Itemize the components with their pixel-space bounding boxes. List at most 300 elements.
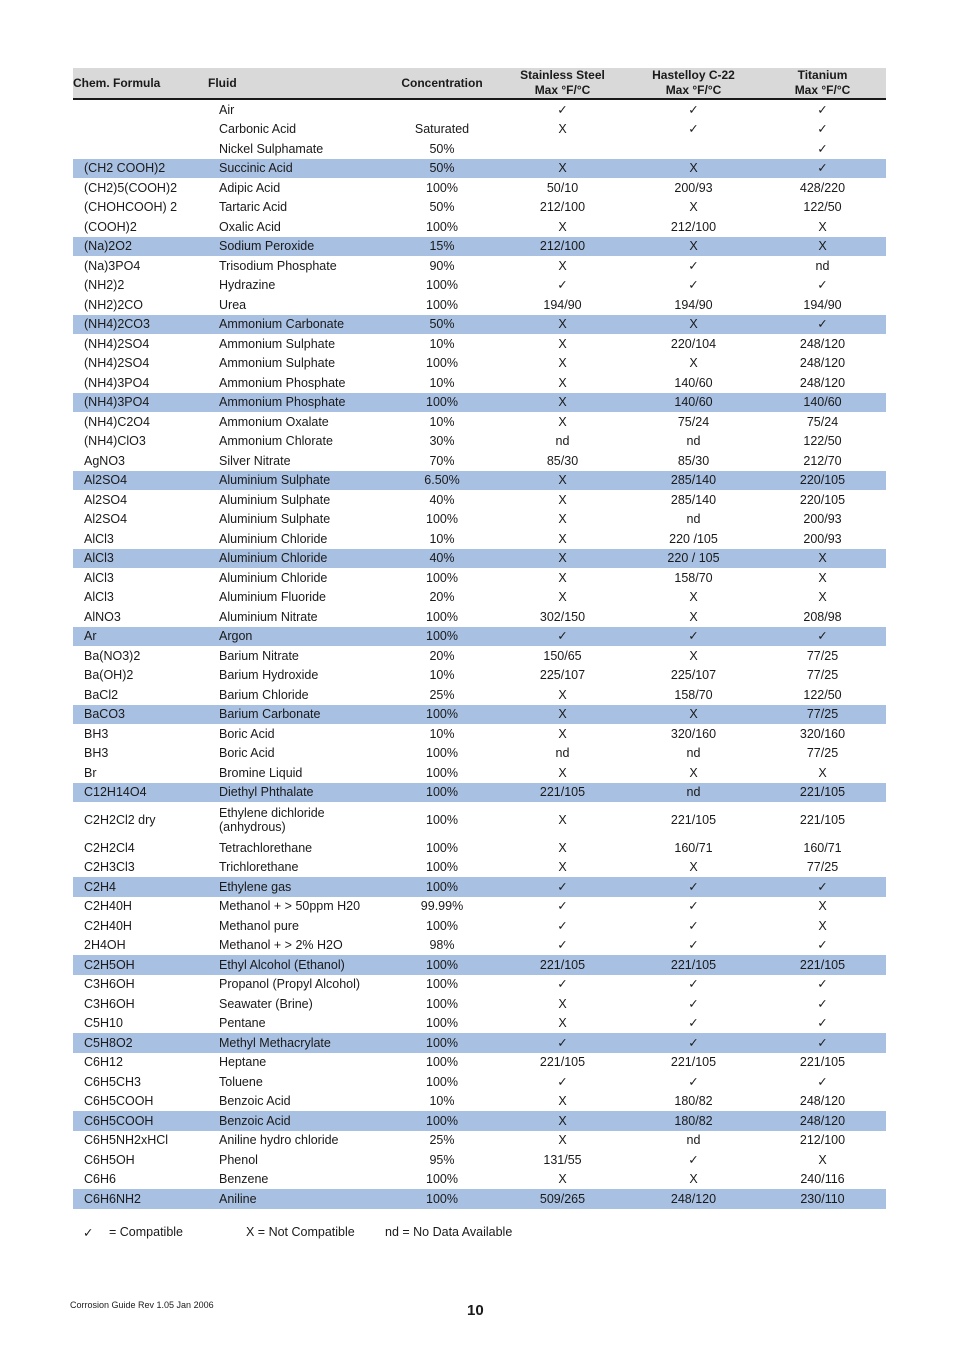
table-row [73, 1189, 886, 1209]
hastelloy-cell: 285/140 [628, 471, 759, 491]
table-row [73, 237, 886, 257]
stainless-steel-cell: X [497, 549, 628, 569]
titanium-cell: ✓ [759, 159, 886, 179]
table-row [73, 412, 886, 432]
titanium-cell: ✓ [817, 102, 828, 117]
chem-formula-cell: C6H5OH [84, 1152, 135, 1167]
stainless-steel-cell: X [497, 1111, 628, 1131]
table-row [73, 393, 886, 413]
chem-formula-cell: C5H10 [84, 1016, 123, 1031]
stainless-steel-cell: X [558, 492, 567, 507]
hastelloy-cell: ✓ [688, 1016, 699, 1031]
fluid-cell: Methanol pure [219, 918, 299, 933]
concentration-cell: 70% [429, 453, 455, 468]
titanium-cell: ✓ [759, 1033, 886, 1053]
titanium-cell: 194/90 [803, 297, 842, 312]
legend-no-data: nd = No Data Available [385, 1225, 513, 1239]
titanium-cell: ✓ [817, 1074, 828, 1089]
chem-formula-cell: AlCl3 [73, 549, 197, 569]
stainless-steel-cell: X [558, 336, 567, 351]
concentration-cell: 40% [387, 549, 497, 569]
hastelloy-cell: nd [686, 512, 701, 527]
header-chem-formula: Chem. Formula [73, 68, 197, 99]
stainless-steel-cell: 221/105 [539, 1055, 586, 1070]
concentration-cell: 100% [426, 219, 458, 234]
concentration-cell: 10% [429, 1094, 455, 1109]
titanium-cell: 230/110 [759, 1189, 886, 1209]
hastelloy-cell: ✓ [688, 977, 699, 992]
table-row [73, 936, 886, 956]
hastelloy-cell: 200/93 [674, 180, 713, 195]
concentration-cell: 20% [429, 590, 455, 605]
titanium-cell: X [818, 918, 827, 933]
stainless-steel-cell: X [558, 765, 567, 780]
titanium-cell: X [818, 590, 827, 605]
stainless-steel-cell: X [558, 1094, 567, 1109]
table-row [73, 1131, 886, 1151]
table-body [73, 99, 886, 1209]
concentration-cell: 10% [429, 668, 455, 683]
titanium-cell: 208/98 [803, 609, 842, 624]
table-row [73, 646, 886, 666]
fluid-cell: Succinic Acid [197, 159, 387, 179]
legend-not-compatible: X = Not Compatible [246, 1225, 355, 1239]
concentration-cell: 95% [429, 1152, 455, 1167]
titanium-cell: 122/50 [803, 434, 842, 449]
table-row [73, 724, 886, 744]
table-row [73, 373, 886, 393]
concentration-cell: 6.50% [387, 471, 497, 491]
hastelloy-cell: 320/160 [670, 726, 717, 741]
header-fluid: Fluid [197, 68, 387, 99]
hastelloy-cell: ✓ [628, 877, 759, 897]
stainless-steel-cell: X [558, 1133, 567, 1148]
chem-formula-cell [73, 139, 197, 159]
hastelloy-cell: nd [686, 434, 701, 449]
table-row [73, 1072, 886, 1092]
hastelloy-cell: X [689, 765, 698, 780]
hastelloy-cell: 158/70 [674, 570, 713, 585]
chem-formula-cell [73, 99, 197, 120]
chem-formula-cell: (COOH)2 [84, 219, 137, 234]
concentration-cell: 100% [387, 1111, 497, 1131]
table-row [73, 471, 886, 491]
stainless-steel-cell: X [558, 1172, 567, 1187]
chem-formula-cell: C2H5OH [73, 955, 197, 975]
fluid-cell: Aluminium Fluoride [219, 590, 326, 605]
stainless-steel-cell: X [497, 393, 628, 413]
titanium-cell: 200/93 [803, 512, 842, 527]
titanium-cell: 122/50 [803, 200, 842, 215]
titanium-cell: 248/120 [799, 375, 846, 390]
chem-formula-cell: (NH4)2CO3 [73, 315, 197, 335]
fluid-cell: Adipic Acid [219, 180, 281, 195]
table-header-row [73, 68, 886, 99]
table-row [73, 354, 886, 374]
chem-formula-cell: C6H6NH2 [73, 1189, 197, 1209]
titanium-cell: 320/160 [799, 726, 846, 741]
chem-formula-cell: C6H6 [84, 1172, 116, 1187]
concentration-cell: 30% [429, 434, 455, 449]
table-row [73, 1170, 886, 1190]
hastelloy-cell: ✓ [688, 1152, 699, 1167]
fluid-cell: Ammonium Phosphate [197, 393, 387, 413]
chem-formula-cell: C2H40H [84, 899, 132, 914]
fluid-cell: Aluminium Sulphate [197, 471, 387, 491]
concentration-cell: 100% [387, 1189, 497, 1209]
hastelloy-cell: 140/60 [674, 375, 713, 390]
table-row [73, 627, 886, 647]
chem-formula-cell: C2H2Cl2 dry [84, 813, 156, 827]
stainless-steel-cell: X [558, 726, 567, 741]
concentration-cell: 100% [426, 570, 458, 585]
table-row [73, 139, 886, 159]
titanium-cell: 77/25 [806, 860, 839, 875]
table-row [73, 276, 886, 296]
chem-formula-cell: 2H4OH [84, 938, 126, 953]
concentration-cell: 100% [426, 746, 458, 761]
legend-compatible: = Compatible [109, 1225, 183, 1239]
table-row [73, 178, 886, 198]
stainless-steel-cell: 221/105 [497, 783, 628, 803]
concentration-cell: 100% [426, 977, 458, 992]
hastelloy-cell: X [689, 200, 698, 215]
chem-formula-cell: C2H2Cl4 [84, 840, 135, 855]
fluid-cell: Carbonic Acid [219, 122, 297, 137]
fluid-cell: Phenol [219, 1152, 258, 1167]
fluid-cell: Seawater (Brine) [219, 996, 313, 1011]
concentration-cell: 100% [387, 783, 497, 803]
stainless-steel-cell: 302/150 [539, 609, 586, 624]
titanium-cell: 221/105 [759, 783, 886, 803]
hastelloy-cell: 140/60 [628, 393, 759, 413]
hastelloy-cell: 158/70 [674, 687, 713, 702]
concentration-cell: 10% [429, 375, 455, 390]
chem-formula-cell: (Na)3PO4 [84, 258, 141, 273]
fluid-cell: Heptane [219, 1055, 267, 1070]
stainless-steel-cell: ✓ [557, 102, 568, 117]
titanium-cell: X [759, 237, 886, 257]
table-row [73, 685, 886, 705]
hastelloy-cell: X [689, 648, 698, 663]
check-icon: ✓ [83, 1226, 94, 1240]
table-row [73, 99, 886, 120]
concentration-cell: 100% [426, 609, 458, 624]
stainless-steel-cell: 85/30 [546, 453, 579, 468]
stainless-steel-cell: X [558, 860, 567, 875]
fluid-cell: Ethylene gas [197, 877, 387, 897]
fluid-cell: Ammonium Carbonate [197, 315, 387, 335]
titanium-cell: 220/105 [799, 492, 846, 507]
concentration-cell: 50% [387, 159, 497, 179]
concentration-cell: 10% [429, 336, 455, 351]
titanium-cell: 248/120 [799, 1094, 846, 1109]
fluid-cell: Ethylene dichloride (anhydrous) [219, 806, 325, 834]
stainless-steel-cell: ✓ [557, 977, 568, 992]
stainless-steel-cell: 131/55 [543, 1152, 582, 1167]
titanium-cell: ✓ [817, 938, 828, 953]
titanium-cell: ✓ [817, 1016, 828, 1031]
stainless-steel-cell: X [558, 687, 567, 702]
hastelloy-cell: 212/100 [670, 219, 717, 234]
fluid-cell: Ammonium Phosphate [219, 375, 346, 390]
chem-formula-cell: C6H5COOH [84, 1094, 154, 1109]
stainless-steel-cell: 194/90 [543, 297, 582, 312]
corrosion-table-container [73, 68, 886, 1209]
concentration-cell: 25% [429, 687, 455, 702]
header-stainless-steel-unit: Max °F/°C [534, 83, 591, 97]
stainless-steel-cell: 212/100 [539, 200, 586, 215]
table-row [73, 549, 886, 569]
stainless-steel-cell: X [558, 122, 567, 137]
hastelloy-cell: ✓ [628, 1033, 759, 1053]
concentration-cell: 100% [426, 512, 458, 527]
chem-formula-cell: (CH2)5(COOH)2 [84, 180, 178, 195]
chem-formula-cell: (CHOHCOOH) 2 [84, 200, 178, 215]
fluid-cell: Ethyl Alcohol (Ethanol) [197, 955, 387, 975]
header-hastelloy [628, 68, 759, 99]
titanium-cell: 248/120 [799, 336, 846, 351]
fluid-cell: Barium Chloride [219, 687, 309, 702]
hastelloy-cell: 221/105 [670, 813, 717, 827]
fluid-cell: Benzoic Acid [197, 1111, 387, 1131]
concentration-cell: 100% [426, 1172, 458, 1187]
header-titanium-name: Titanium [797, 68, 848, 82]
hastelloy-cell: X [689, 356, 698, 371]
chem-formula-cell: BaCO3 [73, 705, 197, 725]
stainless-steel-cell: ✓ [557, 278, 568, 293]
stainless-steel-cell: X [497, 159, 628, 179]
titanium-cell: X [818, 570, 827, 585]
chem-formula-cell: Br [84, 765, 97, 780]
stainless-steel-cell: ✓ [557, 899, 568, 914]
fluid-cell: Methanol + > 50ppm H20 [219, 899, 361, 914]
corrosion-table [73, 68, 886, 1209]
stainless-steel-cell: ✓ [497, 877, 628, 897]
titanium-cell: 248/120 [759, 1111, 886, 1131]
fluid-cell: Hydrazine [219, 278, 276, 293]
fluid-cell: Boric Acid [219, 746, 275, 761]
hastelloy-cell: 248/120 [628, 1189, 759, 1209]
hastelloy-cell [628, 139, 759, 159]
fluid-cell: Aluminium Chloride [219, 570, 328, 585]
stainless-steel-cell: X [497, 705, 628, 725]
fluid-cell: Aniline [197, 1189, 387, 1209]
chem-formula-cell: AlNO3 [84, 609, 121, 624]
chem-formula-cell: (NH4)ClO3 [84, 434, 146, 449]
titanium-cell: 248/120 [799, 356, 846, 371]
concentration-cell: 10% [429, 726, 455, 741]
table-row [73, 607, 886, 627]
concentration-cell: 100% [426, 1055, 458, 1070]
titanium-cell: 77/25 [806, 668, 839, 683]
fluid-cell: Tetrachlorethane [219, 840, 313, 855]
concentration-cell: 100% [426, 765, 458, 780]
hastelloy-cell: ✓ [688, 122, 699, 137]
hastelloy-cell: 220 /105 [669, 531, 718, 546]
stainless-steel-cell: 50/10 [546, 180, 579, 195]
fluid-cell: Barium Nitrate [219, 648, 299, 663]
table-row [73, 802, 886, 838]
concentration-cell: 100% [426, 1074, 458, 1089]
table-row [73, 744, 886, 764]
stainless-steel-cell: 221/105 [497, 955, 628, 975]
concentration-cell: 100% [387, 877, 497, 897]
fluid-cell: Argon [197, 627, 387, 647]
hastelloy-cell: ✓ [688, 918, 699, 933]
titanium-cell: 221/105 [799, 813, 846, 827]
titanium-cell: ✓ [759, 877, 886, 897]
fluid-cell: Toluene [219, 1074, 263, 1089]
fluid-cell: Bromine Liquid [219, 765, 303, 780]
fluid-cell: Aniline hydro chloride [219, 1133, 339, 1148]
chem-formula-cell: (NH4)3PO4 [84, 375, 150, 390]
hastelloy-cell: X [689, 590, 698, 605]
fluid-cell: Barium Carbonate [197, 705, 387, 725]
titanium-cell: 221/105 [799, 1055, 846, 1070]
chem-formula-cell: C5H8O2 [73, 1033, 197, 1053]
table-row [73, 897, 886, 917]
hastelloy-cell: ✓ [688, 278, 699, 293]
fluid-cell: Methanol + > 2% H2O [219, 938, 343, 953]
concentration-cell: 15% [387, 237, 497, 257]
fluid-cell: Silver Nitrate [219, 453, 291, 468]
hastelloy-cell: nd [628, 783, 759, 803]
titanium-cell: X [818, 765, 827, 780]
hastelloy-cell: X [628, 315, 759, 335]
stainless-steel-cell: nd [555, 746, 570, 761]
hastelloy-cell: ✓ [628, 627, 759, 647]
titanium-cell: ✓ [817, 977, 828, 992]
titanium-cell: 200/93 [803, 531, 842, 546]
chem-formula-cell: (NH2)2CO [84, 297, 144, 312]
fluid-cell: Propanol (Propyl Alcohol) [219, 977, 361, 992]
hastelloy-cell: 85/30 [677, 453, 710, 468]
fluid-cell: Sodium Peroxide [197, 237, 387, 257]
fluid-cell: Ammonium Sulphate [219, 356, 336, 371]
hastelloy-cell: 194/90 [674, 297, 713, 312]
concentration-cell: Saturated [414, 122, 470, 137]
concentration-cell: 90% [429, 258, 455, 273]
chem-formula-cell: C2H3Cl3 [84, 860, 135, 875]
concentration-cell: 50% [429, 200, 455, 215]
stainless-steel-cell: X [558, 258, 567, 273]
concentration-cell: 10% [429, 531, 455, 546]
concentration-cell: 40% [429, 492, 455, 507]
table-row [73, 1033, 886, 1053]
stainless-steel-cell: nd [555, 434, 570, 449]
titanium-cell: 140/60 [759, 393, 886, 413]
titanium-cell: ✓ [759, 315, 886, 335]
concentration-cell: 100% [426, 356, 458, 371]
hastelloy-cell: ✓ [688, 899, 699, 914]
stainless-steel-cell: 225/107 [539, 668, 586, 683]
fluid-cell: Pentane [219, 1016, 266, 1031]
chem-formula-cell: C6H5CH3 [84, 1074, 141, 1089]
titanium-cell: 160/71 [803, 840, 842, 855]
table-row [73, 198, 886, 218]
titanium-cell: 122/50 [803, 687, 842, 702]
concentration-cell: 100% [426, 813, 458, 827]
header-stainless-steel-name: Stainless Steel [520, 68, 605, 82]
titanium-cell: ✓ [817, 141, 828, 156]
titanium-cell: X [818, 1152, 827, 1167]
hastelloy-cell: nd [686, 1133, 701, 1148]
fluid-cell: Aluminium Sulphate [219, 512, 331, 527]
chem-formula-cell: C2H40H [84, 918, 132, 933]
fluid-cell: Ammonium Oxalate [219, 414, 329, 429]
table-row [73, 838, 886, 858]
stainless-steel-cell: X [558, 996, 567, 1011]
table-row [73, 994, 886, 1014]
concentration-cell: 20% [429, 648, 455, 663]
fluid-cell: Boric Acid [219, 726, 275, 741]
hastelloy-cell: 220 / 105 [628, 549, 759, 569]
hastelloy-cell: nd [686, 746, 701, 761]
titanium-cell: ✓ [817, 122, 828, 137]
hastelloy-cell: X [628, 705, 759, 725]
hastelloy-cell: X [628, 159, 759, 179]
concentration-cell: 100% [387, 955, 497, 975]
hastelloy-cell: 285/140 [670, 492, 717, 507]
chem-formula-cell: C6H5COOH [73, 1111, 197, 1131]
chem-formula-cell: C2H4 [73, 877, 197, 897]
hastelloy-cell: ✓ [688, 1074, 699, 1089]
hastelloy-cell: ✓ [688, 258, 699, 273]
fluid-cell: Oxalic Acid [219, 219, 281, 234]
stainless-steel-cell: X [558, 356, 567, 371]
chem-formula-cell: (CH2 COOH)2 [73, 159, 197, 179]
table-row [73, 217, 886, 237]
titanium-cell: 212/100 [799, 1133, 846, 1148]
table-row [73, 975, 886, 995]
fluid-cell: Ammonium Chlorate [219, 434, 333, 449]
stainless-steel-cell: X [558, 219, 567, 234]
chem-formula-cell: C12H14O4 [73, 783, 197, 803]
chem-formula-cell [73, 120, 197, 140]
table-row [73, 529, 886, 549]
fluid-cell: Aluminium Chloride [219, 531, 328, 546]
concentration-cell: 100% [387, 1033, 497, 1053]
chem-formula-cell: BaCl2 [84, 687, 119, 702]
table-row [73, 955, 886, 975]
table-row [73, 451, 886, 471]
fluid-cell: Ammonium Sulphate [219, 336, 336, 351]
hastelloy-cell: 160/71 [674, 840, 713, 855]
stainless-steel-cell: X [497, 315, 628, 335]
header-titanium-unit: Max °F/°C [794, 83, 851, 97]
fluid-cell: Nickel Sulphamate [219, 141, 324, 156]
hastelloy-cell: X [689, 1172, 698, 1187]
stainless-steel-cell: X [558, 570, 567, 585]
chem-formula-cell: C3H6OH [84, 996, 135, 1011]
chem-formula-cell: C6H5NH2xHCl [84, 1133, 169, 1148]
chem-formula-cell: AlCl3 [84, 590, 114, 605]
table-row [73, 763, 886, 783]
hastelloy-cell: 221/105 [628, 955, 759, 975]
hastelloy-cell: 180/82 [628, 1111, 759, 1131]
titanium-cell: 75/24 [806, 414, 839, 429]
hastelloy-cell: ✓ [688, 938, 699, 953]
fluid-cell: Air [219, 102, 235, 117]
fluid-cell: Tartaric Acid [219, 200, 288, 215]
hastelloy-cell: X [689, 860, 698, 875]
table-row [73, 588, 886, 608]
concentration-cell: 100% [426, 996, 458, 1011]
chem-formula-cell: (NH4)C2O4 [84, 414, 150, 429]
chem-formula-cell: (NH4)2SO4 [84, 356, 150, 371]
stainless-steel-cell: X [497, 471, 628, 491]
